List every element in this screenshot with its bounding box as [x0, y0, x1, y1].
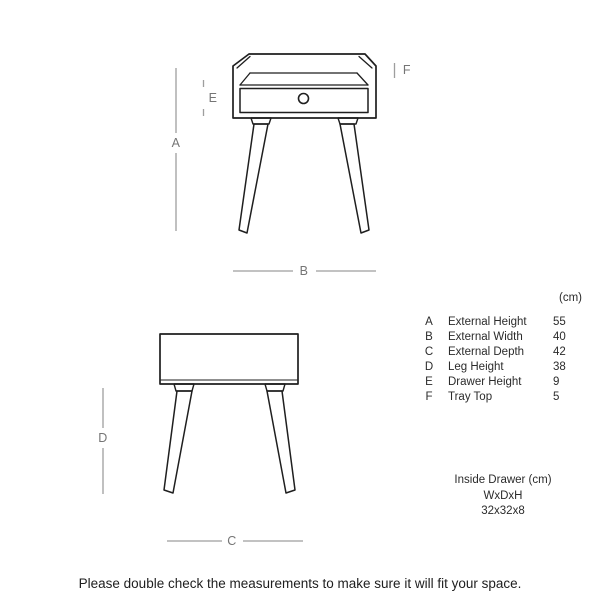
front-right-leg-bracket: [338, 118, 358, 124]
row-key: D: [424, 361, 434, 373]
row-value: 9: [553, 376, 560, 388]
front-right-leg: [340, 124, 369, 233]
row-value: 42: [553, 346, 566, 358]
side-right-leg: [267, 391, 295, 493]
unit-header: (cm): [559, 292, 582, 304]
front-left-perspective: [240, 73, 250, 85]
front-left-leg-bracket: [251, 118, 271, 124]
row-key: F: [425, 391, 433, 403]
dim-label-d: D: [98, 430, 108, 445]
dimension-lines: [103, 63, 395, 541]
dim-label-f: F: [402, 62, 412, 77]
side-left-leg-bracket: [174, 384, 194, 391]
row-name: External Width: [448, 331, 523, 343]
inside-drawer-format: WxDxH: [483, 489, 523, 502]
table-row: [419, 375, 583, 390]
row-key: B: [425, 331, 433, 343]
row-name: Tray Top: [448, 391, 493, 403]
inside-drawer-title: Inside Drawer (cm): [454, 474, 552, 486]
side-right-leg-bracket: [265, 384, 285, 391]
dim-label-b: B: [299, 263, 309, 278]
row-value: 55: [553, 316, 566, 328]
table-row: [419, 345, 583, 360]
table-row: [419, 330, 583, 345]
front-body-outline: [233, 54, 376, 118]
measurements-table: [419, 290, 583, 405]
inside-drawer-info: [420, 473, 586, 520]
dim-label-c: C: [227, 533, 237, 548]
row-key: A: [425, 316, 433, 328]
side-left-leg: [164, 391, 192, 493]
footer-note: Please double check the measurements to make sure it will fit your space.: [78, 576, 522, 591]
table-row: [419, 360, 583, 375]
row-value: 40: [553, 331, 566, 343]
row-name: Leg Height: [448, 361, 504, 373]
row-key: C: [424, 346, 434, 358]
drawer-front: [240, 89, 368, 113]
dim-label-a: A: [171, 135, 181, 150]
row-key: E: [425, 376, 433, 388]
row-name: External Height: [448, 316, 527, 328]
side-body-outline: [160, 334, 298, 384]
front-left-leg: [239, 124, 268, 233]
front-right-rail-inner: [359, 57, 372, 69]
row-name: Drawer Height: [448, 376, 522, 388]
side-view-drawing: [160, 334, 298, 493]
table-row: [419, 390, 583, 405]
row-value: 5: [553, 391, 560, 403]
inside-drawer-size: 32x32x8: [481, 505, 525, 517]
table-row: [419, 315, 583, 330]
drawer-knob: [299, 94, 309, 104]
row-value: 38: [553, 361, 566, 373]
dim-label-e: E: [208, 90, 218, 105]
row-name: External Depth: [448, 346, 525, 358]
front-right-perspective: [357, 73, 368, 85]
front-view-drawing: [233, 54, 376, 233]
